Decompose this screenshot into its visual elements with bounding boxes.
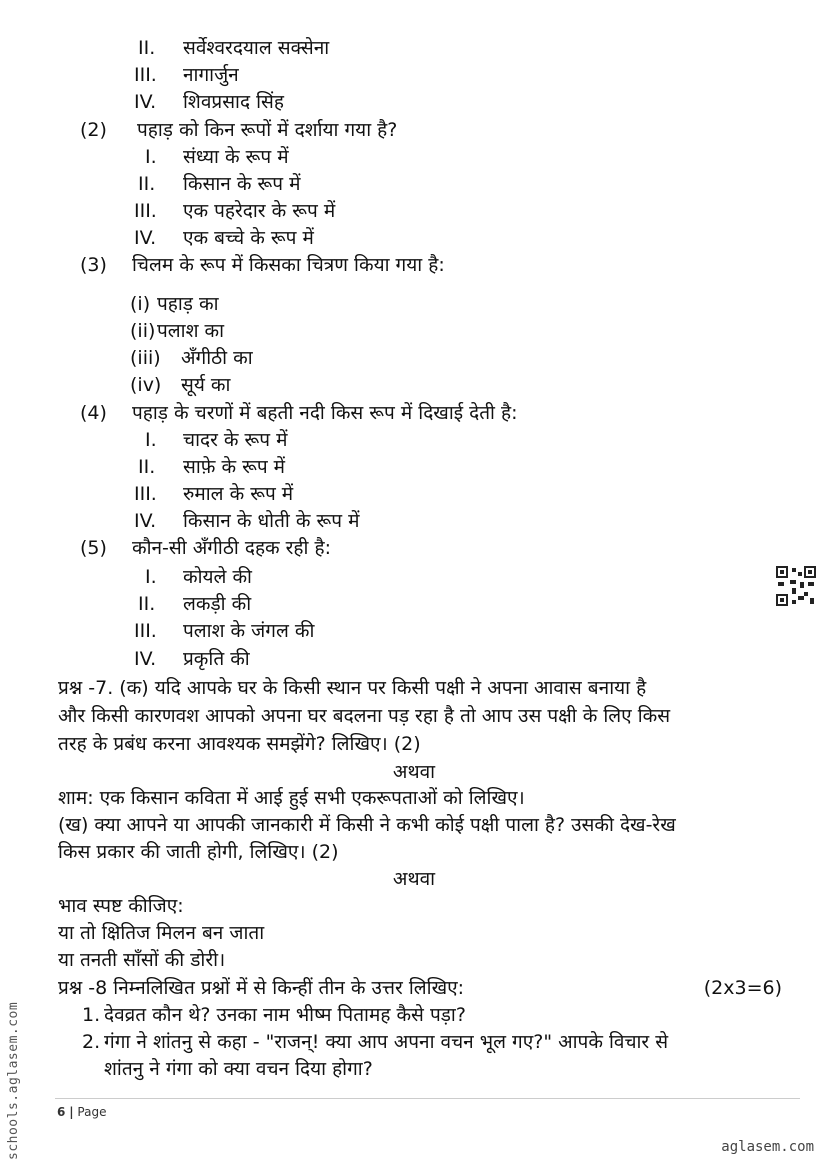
q7-line: किस प्रकार की जाती होगी, लिखिए। (2) xyxy=(58,841,339,863)
footer-divider xyxy=(55,1098,800,1099)
q4-number: (4) xyxy=(80,402,107,424)
q7-line: (ख) क्या आपने या आपकी जानकारी में किसी ने कभी कोई पक्षी पाला है? उसकी देख-रेख xyxy=(58,814,676,836)
q1-opt-text: सर्वेश्वरदयाल सक्सेना xyxy=(183,37,330,59)
page-number: 6 xyxy=(57,1105,66,1119)
q4-opt-text: चादर के रूप में xyxy=(183,429,288,451)
q2-opt-text: किसान के रूप में xyxy=(183,173,301,195)
q8-heading: प्रश्न -8 निम्नलिखित प्रश्नों में से किन्हीं तीन के उत्तर लिखिए: xyxy=(58,977,465,999)
q5-opt-text: कोयले की xyxy=(183,566,252,588)
q1-opt-text: शिवप्रसाद सिंह xyxy=(183,91,284,113)
q8-item-text: गंगा ने शांतनु से कहा - "राजन्! क्या आप अपना वचन भूल गए?" आपके विचार से xyxy=(104,1031,669,1053)
q5-text: कौन-सी अँगीठी दहक रही है: xyxy=(132,537,331,559)
q7-line: प्रश्न -7. (क) यदि आपके घर के किसी स्थान पर किसी पक्षी ने अपना आवास बनाया है xyxy=(58,677,647,699)
q8-marks: (2x3=6) xyxy=(703,977,782,999)
q3-opt-text: अँगीठी का xyxy=(181,347,253,369)
q5-number: (5) xyxy=(80,537,107,559)
page-separator: | xyxy=(69,1105,74,1119)
q2-text: पहाड़ को किन रूपों में दर्शाया गया है? xyxy=(137,119,398,141)
q3-opt-num: (ii) xyxy=(130,320,156,342)
q3-opt-num: (iv) xyxy=(130,374,162,396)
q7-line: भाव स्पष्ट कीजिए: xyxy=(58,895,184,917)
q7-line: तरह के प्रबंध करना आवश्यक समझेंगे? लिखिए। (2) xyxy=(58,733,421,755)
q8-item-num: 2. xyxy=(82,1031,101,1053)
qr-code-icon xyxy=(776,566,816,606)
q2-number: (2) xyxy=(80,119,107,141)
q2-opt-num: III. xyxy=(134,200,157,222)
q3-text: चिलम के रूप में किसका चित्रण किया गया है: xyxy=(132,254,445,276)
q1-opt-num: II. xyxy=(138,37,156,59)
q3-opt-text: सूर्य का xyxy=(181,374,231,396)
q3-opt-text: पलाश का xyxy=(157,320,225,342)
q1-opt-num: IV. xyxy=(134,91,157,113)
q5-opt-num: IV. xyxy=(134,648,157,670)
q2-opt-text: संध्या के रूप में xyxy=(183,146,289,168)
q4-opt-num: III. xyxy=(134,483,157,505)
q2-opt-num: I. xyxy=(145,146,157,168)
q8-item-text: शांतनु ने गंगा को क्या वचन दिया होगा? xyxy=(104,1058,373,1080)
q5-opt-text: लकड़ी की xyxy=(183,593,252,615)
q3-opt-num: (i) xyxy=(130,293,151,315)
q5-opt-text: प्रकृति की xyxy=(183,648,250,670)
q4-opt-num: II. xyxy=(138,456,156,478)
q7-line: या तो क्षितिज मिलन बन जाता xyxy=(58,922,265,944)
q4-opt-text: साफ़े के रूप में xyxy=(183,456,286,478)
q4-opt-text: रुमाल के रूप में xyxy=(183,483,294,505)
q2-opt-num: IV. xyxy=(134,227,157,249)
side-watermark: schools.aglasem.com xyxy=(6,1001,21,1160)
q5-opt-num: I. xyxy=(145,566,157,588)
q2-opt-text: एक बच्चे के रूप में xyxy=(183,227,314,249)
q5-opt-num: III. xyxy=(134,620,157,642)
or-divider: अथवा xyxy=(392,761,436,783)
q2-opt-text: एक पहरेदार के रूप में xyxy=(183,200,336,222)
q1-opt-text: नागार्जुन xyxy=(183,64,239,86)
q2-opt-num: II. xyxy=(138,173,156,195)
q1-opt-num: III. xyxy=(134,64,157,86)
q3-opt-num: (iii) xyxy=(130,347,161,369)
q4-opt-num: IV. xyxy=(134,510,157,532)
q4-opt-num: I. xyxy=(145,429,157,451)
q5-opt-num: II. xyxy=(138,593,156,615)
q3-opt-text: पहाड़ का xyxy=(157,293,219,315)
q8-item-num: 1. xyxy=(82,1004,101,1026)
q4-opt-text: किसान के धोती के रूप में xyxy=(183,510,360,532)
q7-line: शाम: एक किसान कविता में आई हुई सभी एकरूपताओं को लिखिए। xyxy=(58,787,525,809)
q8-item-text: देवव्रत कौन थे? उनका नाम भीष्म पितामह कैसे पड़ा? xyxy=(104,1004,466,1026)
brand-watermark: aglasem.com xyxy=(721,1139,814,1155)
page-footer xyxy=(57,1105,106,1119)
q7-line: और किसी कारणवश आपको अपना घर बदलना पड़ रहा है तो आप उस पक्षी के लिए किस xyxy=(58,705,671,727)
q4-text: पहाड़ के चरणों में बहती नदी किस रूप में दिखाई देती है: xyxy=(132,402,518,424)
or-divider: अथवा xyxy=(392,868,436,890)
q7-line: या तनती साँसों की डोरी। xyxy=(58,949,226,971)
q3-number: (3) xyxy=(80,254,107,276)
page-label: Page xyxy=(77,1105,107,1119)
q5-opt-text: पलाश के जंगल की xyxy=(183,620,315,642)
